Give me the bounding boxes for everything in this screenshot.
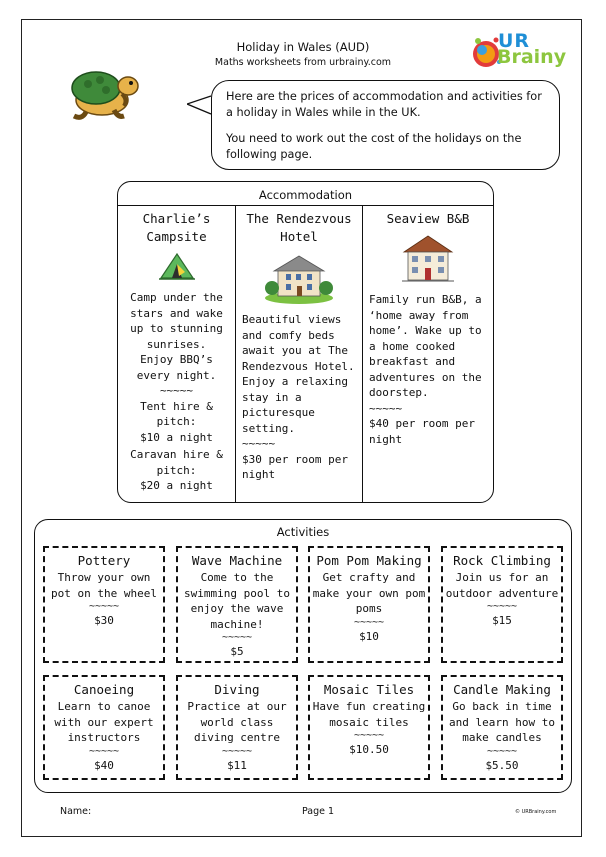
logo-text-brainy: Brainy — [497, 46, 567, 68]
activity-name: Candle Making — [453, 682, 551, 697]
accommodation-hotel — [236, 206, 363, 502]
activity-name: Wave Machine — [191, 553, 283, 568]
accommodation-description: Family run B&B, a ‘home away from home’. Wake up to a home cooked breakfast and adventures on the doorstep. ~~~~~ $40 per room per night — [369, 293, 482, 446]
accommodation-name: The Rendezvous Hotel — [246, 211, 352, 244]
activity-name: Pom Pom Making — [316, 553, 422, 568]
worksheet-title: Holiday in Wales (AUD) — [236, 40, 370, 54]
activity-card-pottery — [43, 546, 165, 663]
hotel-icon — [264, 252, 334, 304]
accommodation-description: Beautiful views and comfy beds await you at The Rendezvous Hotel. Enjoy a relaxing stay in a picturesque setting. ~~~~~ $30 per room per night — [242, 313, 355, 481]
activity-price: $40 — [94, 758, 114, 772]
activity-name: Mosaic Tiles — [323, 682, 415, 697]
activity-separator: ~~~~~ — [353, 616, 385, 628]
accommodation-campsite — [118, 206, 236, 502]
activity-description: Learn to canoe with our expert instructors — [54, 700, 154, 744]
accommodation-name: Charlie’s Campsite — [142, 211, 211, 244]
turtle-mascot-icon — [66, 64, 176, 124]
tent-icon — [159, 252, 195, 282]
activity-price: $15 — [492, 614, 512, 627]
activity-price: $30 — [94, 614, 114, 627]
activity-price: $5.50 — [485, 758, 519, 772]
activity-separator: ~~~~~ — [353, 730, 385, 741]
logo-text-ur: UR — [498, 30, 531, 52]
activity-separator: ~~~~~ — [221, 632, 253, 643]
activity-price: $5 — [230, 645, 244, 658]
cottage-icon — [400, 234, 456, 284]
activity-card-diving — [176, 675, 298, 780]
intro-paragraph-1: Here are the prices of accommodation and activities for a holiday in Wales while in the UK. — [226, 90, 542, 119]
activity-description: Have fun creating mosaic tiles — [312, 700, 426, 729]
activity-description: Throw your own pot on the wheel — [51, 571, 157, 600]
activity-separator: ~~~~~ — [221, 745, 253, 757]
activity-card-mosaic-tiles — [308, 675, 430, 780]
activity-description: Practice at our world class diving centre — [187, 700, 287, 744]
accommodation-name: Seaview B&B — [386, 211, 470, 226]
activity-card-rock-climbing — [441, 546, 563, 663]
activity-description: Get crafty and make your own pom poms — [312, 571, 426, 615]
accommodation-bnb — [363, 206, 493, 502]
accommodation-title: Accommodation — [258, 188, 353, 202]
activity-separator: ~~~~~ — [486, 745, 518, 757]
activity-separator: ~~~~~ — [486, 601, 518, 612]
activity-separator: ~~~~~ — [88, 745, 120, 757]
copyright-text: © URBrainy.com — [515, 809, 557, 815]
activity-name: Diving — [214, 682, 260, 697]
name-label: Name: — [60, 806, 92, 817]
activity-price: $10 — [359, 629, 379, 643]
activities-title: Activities — [276, 525, 330, 539]
activity-description: Go back in time and learn how to make candles — [449, 700, 555, 744]
activity-price: $10.50 — [349, 743, 389, 756]
worksheet-subtitle: Maths worksheets from urbrainy.com — [214, 57, 392, 68]
accommodation-panel — [117, 181, 494, 503]
activity-card-canoeing — [43, 675, 165, 780]
activities-panel — [34, 519, 572, 793]
accommodation-description: Camp under the stars and wake up to stunning sunrises. Enjoy BBQ’s every night. ~~~~~ Tent hire & pitch: $10 a night — [130, 291, 223, 444]
page-number: Page 1 — [301, 806, 335, 817]
activity-card-wave-machine — [176, 546, 298, 663]
activity-description: Join us for an outdoor adventure — [445, 571, 559, 600]
activity-separator: ~~~~~ — [88, 601, 120, 612]
intro-speech-bubble — [211, 80, 560, 170]
activity-card-candle-making — [441, 675, 563, 780]
activity-price: $11 — [227, 758, 247, 772]
accommodation-extra: Caravan hire & pitch: $20 a night — [130, 448, 223, 492]
activity-name: Rock Climbing — [453, 553, 551, 568]
activity-name: Pottery — [77, 553, 131, 568]
activity-description: Come to the swimming pool to enjoy the wave machine! — [184, 571, 290, 631]
intro-paragraph-2: You need to work out the cost of the holidays on the following page. — [226, 132, 522, 161]
activity-card-pom-pom — [308, 546, 430, 663]
activity-name: Canoeing — [73, 682, 135, 697]
